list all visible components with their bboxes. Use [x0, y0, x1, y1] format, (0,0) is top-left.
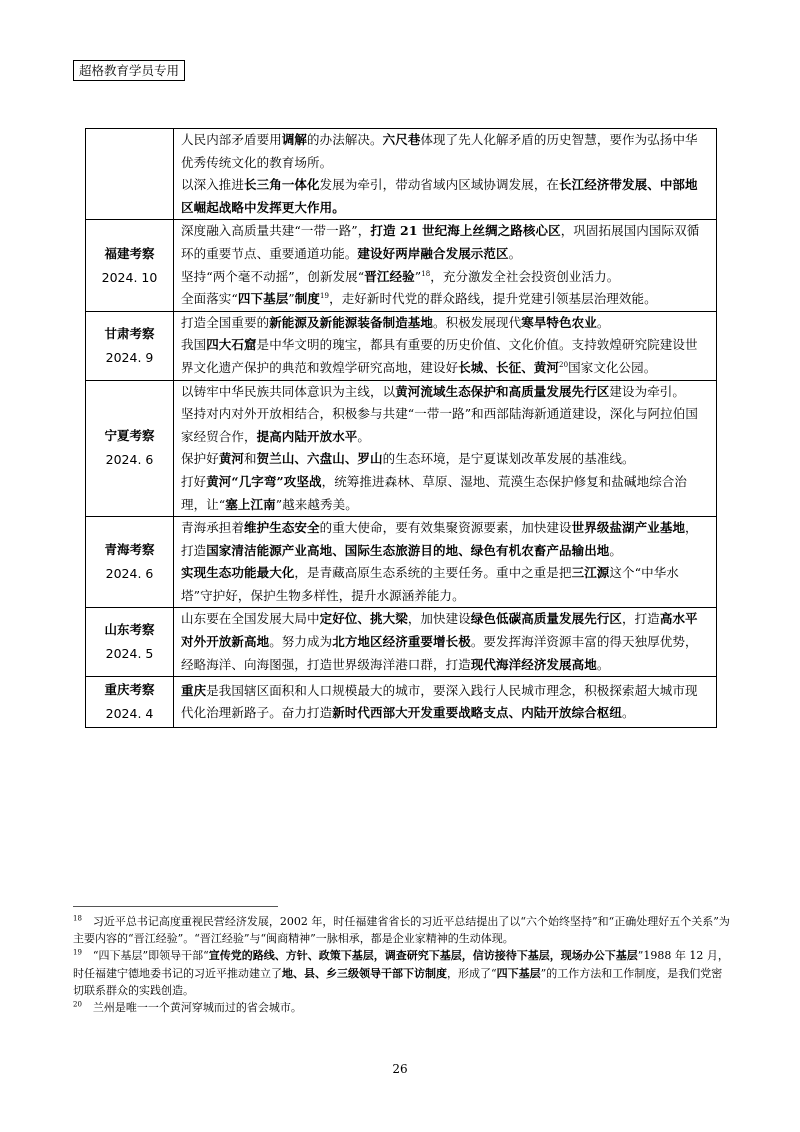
emphasis-text: 塞上江南: [225, 496, 276, 512]
content-paragraph: [181, 220, 709, 265]
text-run: 。要发挥海洋资源丰富的得天独厚优势，经略海洋、向海图强，打造世界级海洋港口群，打造: [181, 634, 698, 672]
emphasis-text: 长三角一体化: [244, 177, 320, 193]
content-cell: [174, 608, 717, 677]
emphasis-text: 现代海洋经济发展高地: [470, 656, 597, 672]
emphasis-text: 绿色低碳高质量发展先行区: [470, 611, 623, 627]
content-paragraph: [181, 403, 709, 448]
event-cell: [86, 220, 174, 311]
content-paragraph: [181, 381, 709, 404]
table-row: [86, 608, 717, 677]
event-date: 2024. 4: [105, 706, 154, 722]
text-run: 人民内部矛盾要用: [181, 132, 282, 147]
text-run: 打造全国重要的: [181, 314, 270, 330]
table-row: [86, 129, 717, 220]
footnotes: [73, 913, 733, 1016]
text-run: ，加快建设: [407, 611, 471, 627]
footnote-marker: 20: [559, 360, 569, 369]
text-run: 体现了先人化解矛盾的历史智慧，要作为弘扬中华优秀传统文化的教育场所。: [181, 132, 698, 170]
text-run: 是中华文明的瑰宝，都具有重要的历史价值、文化价值。支持敦煌研究院建设世界文化遗产保护的典范和敦煌学研究高地，建设好: [181, 337, 698, 375]
text-run: ，打造: [181, 520, 698, 558]
event-date: 2024. 9: [105, 349, 154, 365]
footnote-marker: 18: [73, 914, 82, 923]
emphasis-text: 重庆: [181, 682, 207, 698]
text-run: 这个“中华水塔”守护好，保护生物多样性，提升水源涵养能力。: [181, 565, 679, 603]
table-row: [86, 677, 717, 728]
text-run: 深度融入高质量共建“一带一路”，: [181, 223, 371, 239]
emphasis-text: 长江经济带发展、中部地区崛起战略中发挥更大作用。: [181, 177, 698, 215]
event-cell: [86, 129, 174, 220]
text-run: 。: [596, 314, 610, 330]
emphasis-text: 长城、长征、黄河: [458, 359, 560, 375]
text-run: 兰州是唯一一个黄河穿城而过的省会城市。: [81, 1001, 302, 1015]
text-run: ，统筹推进森林、草原、湿地、荒漠生态保护修复和盐碱地综合治理，让“: [181, 473, 687, 512]
content-paragraph: [181, 312, 709, 335]
emphasis-text: 北方地区经济重要增长极: [332, 634, 471, 650]
text-run: 。: [609, 542, 623, 558]
event-cell: [86, 517, 174, 608]
text-run: 。: [622, 705, 635, 721]
text-run: 是我国辖区面积和人口规模最大的城市，要深入践行人民城市理念，积极探索超大城市现代化治理新路子。奋力打造: [181, 682, 698, 721]
footnote-divider: [73, 906, 278, 907]
emphasis-text: 晋江经验: [364, 268, 415, 284]
emphasis-text: 黄河流域生态保护和高质量发展先行区: [395, 383, 610, 399]
text-run: ”越来越秀美。: [275, 496, 358, 512]
footnote-marker: 18: [421, 269, 431, 278]
emphasis-text: 四大石窟: [206, 337, 257, 353]
content-paragraph: [181, 680, 709, 725]
table-row: [86, 380, 717, 517]
footnote: [73, 999, 733, 1016]
text-run: ”: [414, 268, 422, 284]
text-run: 。: [596, 656, 610, 672]
content-cell: [174, 129, 717, 220]
event-date: 2024. 10: [101, 269, 158, 285]
text-run: ，是青藏高原生态系统的主要任务。重中之重是把: [294, 565, 572, 581]
text-run: 打好: [181, 473, 207, 489]
header-tag: 超格教育学员专用: [73, 60, 185, 81]
content-paragraph: [181, 174, 709, 219]
emphasis-text: 宣传党的路线、方针、政策下基层，调查研究下基层，信访接待下基层，现场办公下基层: [208, 949, 638, 963]
text-run: ”: [288, 291, 295, 307]
text-run: 习近平总书记高度重视民营经济发展，2002 年，时任福建省省长的习近平总结提出了以“六个始终坚持”和“正确处理好五个关系”为主要内容的“晋江经验”。“晋江经验”与“闽商精神”一脉相承，都是企业家精神的生动体现。: [73, 915, 730, 946]
content-paragraph: [181, 266, 709, 289]
table-row: [86, 517, 717, 608]
event-title: 青海考察: [104, 542, 155, 558]
emphasis-text: 调解: [281, 132, 308, 147]
text-run: 坚持“两个毫不动摇”，创新发展“: [181, 268, 365, 284]
event-date: 2024. 6: [105, 452, 154, 468]
emphasis-text: 寒旱特色农业: [521, 314, 597, 330]
text-run: 坚持对内对外开放相结合，积极参与共建“一带一路”和西部陆海新通道建设，深化与阿拉伯国家经贸合作，: [181, 406, 698, 444]
content-paragraph: [181, 517, 709, 562]
summary-table: [85, 128, 717, 728]
event-title: 山东考察: [104, 622, 155, 638]
event-date: 2024. 5: [105, 646, 154, 662]
text-run: ，巩固拓展国内国际双循环的重要节点、重要通道功能。: [181, 223, 700, 261]
emphasis-text: 实现生态功能最大化: [181, 565, 295, 581]
event-cell: [86, 380, 174, 517]
emphasis-text: 贺兰山、六盘山、罗山: [256, 451, 383, 467]
text-run: 国家文化公园。: [568, 359, 657, 375]
footnote: [73, 913, 733, 947]
content-paragraph: [181, 288, 709, 311]
emphasis-text: 黄河“几字弯”攻坚战: [206, 473, 322, 489]
emphasis-text: 黄河: [218, 451, 245, 467]
emphasis-text: 四下基层: [237, 291, 289, 307]
text-run: 全面落实“: [181, 291, 238, 307]
emphasis-text: 国家清洁能源产业高地、国际生态旅游目的地、绿色有机农畜产品输出地: [206, 542, 610, 558]
text-run: “四下基层”即领导干部“: [81, 949, 209, 963]
page-number: 26: [392, 1062, 408, 1076]
event-cell: [86, 677, 174, 728]
content-cell: [174, 517, 717, 608]
content-paragraph: [181, 129, 709, 174]
event-cell: [86, 608, 174, 677]
text-run: 我国: [181, 337, 207, 353]
text-run: 建设为牵引。: [609, 383, 686, 399]
event-title: 重庆考察: [104, 682, 155, 698]
footnote-marker: 19: [320, 292, 330, 300]
text-run: 发展为牵引，带动省域内区域协调发展，在: [319, 177, 560, 193]
text-run: ，打造: [622, 611, 660, 627]
table-row: [86, 311, 717, 380]
text-run: 的重大使命，要有效集聚资源要素，加快建设: [319, 520, 572, 536]
content-paragraph: [181, 608, 709, 676]
text-run: ，形成了“: [447, 966, 497, 980]
text-run: 。: [508, 245, 522, 261]
content-cell: [174, 220, 717, 311]
emphasis-text: 提高内陆开放水平: [256, 428, 358, 444]
emphasis-text: 打造 21 世纪海上丝绸之路核心区: [370, 223, 561, 239]
text-run: 以铸牢中华民族共同体意识为主线，以: [181, 383, 396, 399]
emphasis-text: 六尺巷: [382, 132, 421, 147]
text-run: ”的工作方法和工作制度，是我们党密切联系群众的实践创造。: [73, 966, 723, 997]
text-run: ”1988 年 12 月，时任福建宁德地委书记的习近平推动建立了: [73, 949, 729, 980]
footnote-marker: 20: [73, 1000, 82, 1009]
content-paragraph: [181, 562, 709, 607]
text-run: ，走好新时代党的群众路线，提升党建引领基层治理效能。: [329, 291, 657, 307]
emphasis-text: 维护生态安全: [244, 520, 320, 536]
text-run: 的生态环境，是宁夏谋划改革发展的基准线。: [382, 451, 635, 467]
content-cell: [174, 380, 717, 517]
text-run: 以深入推进: [181, 177, 245, 193]
emphasis-text: 高水平对外开放新高地: [181, 611, 698, 650]
emphasis-text: 制度: [294, 291, 320, 307]
text-run: 保护好: [181, 451, 219, 467]
emphasis-text: 四下基层: [496, 966, 541, 980]
text-run: 青海承担着: [181, 520, 245, 536]
event-title: 宁夏考察: [104, 428, 155, 444]
emphasis-text: 新能源及新能源装备制造基地: [269, 314, 434, 330]
text-run: 。: [357, 428, 371, 444]
text-run: 。努力成为: [269, 634, 333, 650]
content-paragraph: [181, 448, 709, 471]
text-run: 的办法解决。: [307, 132, 383, 147]
emphasis-text: 定好位、挑大梁: [319, 611, 408, 627]
table-row: [86, 220, 717, 311]
event-title: 甘肃考察: [104, 325, 155, 341]
event-date: 2024. 6: [105, 566, 154, 582]
footnote-marker: 19: [73, 948, 82, 957]
content-cell: [174, 677, 717, 728]
text-run: 。积极发展现代: [433, 314, 522, 330]
emphasis-text: 新时代西部大开发重要战略支点、内陆开放综合枢纽: [332, 705, 623, 721]
text-run: 和: [244, 451, 257, 467]
text-run: ，充分激发全社会投资创业活力。: [430, 268, 620, 284]
footnote: [73, 947, 733, 999]
content-paragraph: [181, 334, 709, 379]
content-paragraph: [181, 471, 709, 516]
emphasis-text: 地、县、乡三级领导干部下访制度: [282, 966, 447, 980]
emphasis-text: 三江源: [571, 565, 610, 581]
content-cell: [174, 311, 717, 380]
event-title: 福建考察: [104, 245, 155, 261]
emphasis-text: 建设好两岸融合发展示范区: [357, 245, 509, 261]
text-run: 山东要在全国发展大局中: [181, 611, 320, 627]
event-cell: [86, 311, 174, 380]
emphasis-text: 世界级盐湖产业基地: [571, 520, 686, 536]
